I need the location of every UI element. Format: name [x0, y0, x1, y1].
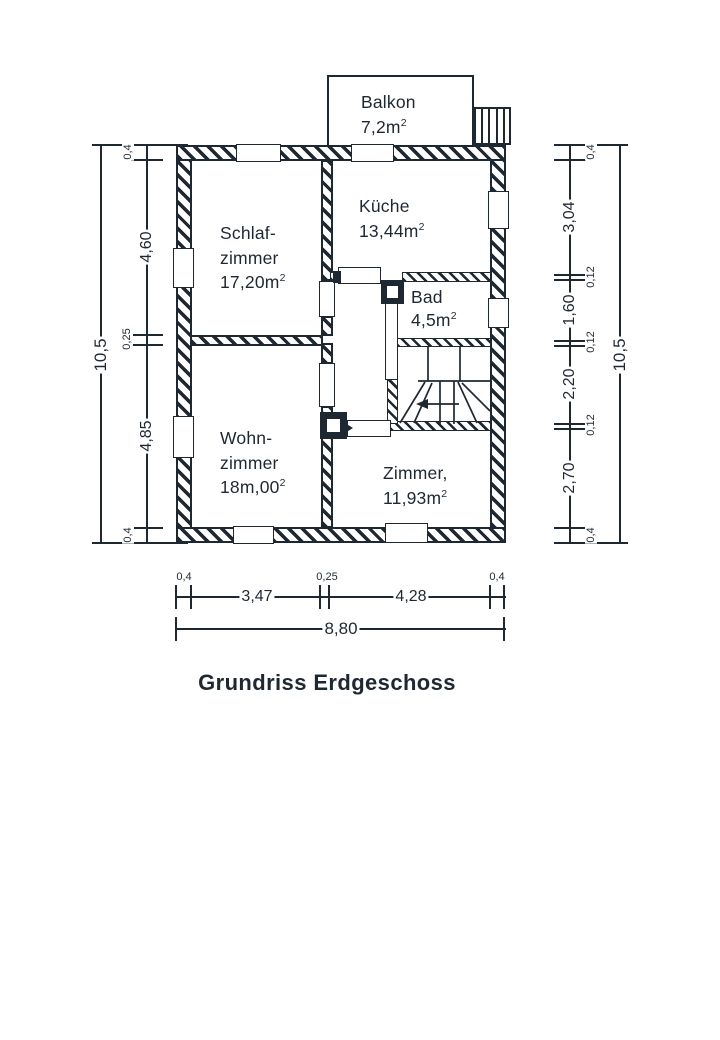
dim-label-left-2: 0,25: [121, 328, 133, 350]
interior-wall-main-mid2: [321, 343, 333, 364]
room-label-wohnzimmer: [220, 426, 286, 500]
window-right-kueche: [488, 191, 509, 229]
dim-tick: [131, 144, 163, 146]
dim-tick: [554, 428, 586, 430]
staircase: [397, 345, 491, 425]
dim-label-right-2: 0,12: [585, 266, 597, 288]
exterior-stair-tread: [496, 109, 498, 144]
exterior-stair-tread: [503, 109, 505, 144]
kueche-bottom-wall: [402, 272, 491, 282]
plan-title: Grundriss Erdgeschoss: [198, 670, 456, 695]
window-bottom-zimmer: [385, 523, 428, 543]
dim-label-bottom-1: 3,47: [241, 588, 273, 605]
interior-wall-main-lower: [321, 437, 333, 528]
bad-name: Bad: [411, 287, 443, 307]
dim-label-left-0: 0,4: [122, 144, 134, 160]
dim-label-bottom-3: 4,28: [395, 588, 427, 605]
zimmer-name: Zimmer,: [383, 463, 448, 483]
dim-tick: [190, 585, 192, 609]
room-label-kueche: [359, 194, 425, 243]
room-label-balkon: [361, 90, 416, 139]
room-label-schlafzimmer: [220, 221, 286, 295]
dim-label-bottom-4: 0,4: [489, 571, 505, 583]
exterior-stair-tread: [488, 109, 490, 144]
divider-wall-schlaf-wohn: [190, 335, 323, 346]
wohnzimmer-line1: Wohn-: [220, 428, 273, 448]
door-wohnzimmer: [319, 363, 335, 407]
window-left-schlafzimmer: [173, 248, 194, 288]
interior-wall-main-upper: [321, 160, 333, 281]
dim-label-right-8: 0,4: [585, 527, 597, 543]
dim-label-bottom-0: 0,4: [176, 571, 192, 583]
dim-label-right-6: 0,12: [585, 414, 597, 436]
window-top-schlafzimmer: [236, 144, 281, 162]
wall-top: [176, 145, 506, 161]
dim-tick: [131, 334, 163, 336]
balcony-door: [351, 144, 394, 162]
dim-label-left-4: 0,4: [122, 527, 134, 543]
stair-arrow-head: [416, 399, 428, 409]
dim-tick: [319, 585, 321, 609]
door-kueche: [338, 267, 381, 284]
dim-label-right-7: 2,70: [561, 462, 578, 494]
wall-bottom: [176, 527, 506, 543]
door-schlafzimmer: [319, 281, 335, 317]
balkon-name: Balkon: [361, 92, 416, 112]
superscript-2: 2: [400, 116, 407, 129]
room-label-bad: [411, 286, 457, 332]
dim-tick: [554, 345, 586, 347]
dim-label-bottom-2: 0,25: [316, 571, 338, 583]
door-zimmer: [347, 420, 391, 437]
dim-label-right-0: 0,4: [585, 144, 597, 160]
interior-wall-main-mid1: [321, 316, 333, 336]
schlafzimmer-area: $17,20m^2$: [220, 272, 286, 292]
door-kueche-jamb: [333, 271, 341, 283]
dim-tick: [131, 527, 163, 529]
dim-tick: [503, 585, 505, 609]
dim-tick: [131, 344, 163, 346]
window-bottom-wohnzimmer: [233, 526, 274, 544]
dim-line-bottom-chain: [176, 596, 506, 598]
chimney-symbol-1: [381, 280, 404, 304]
zimmer-area: $11,93m^2$: [383, 487, 448, 508]
dim-label-left-outer: 10,5: [91, 338, 110, 372]
dim-tick: [554, 423, 586, 425]
superscript-2: 2: [441, 487, 448, 500]
balkon-area: $7,2m^2$: [361, 116, 407, 137]
dim-label-right-1: 3,04: [561, 201, 578, 233]
dim-tick: [554, 274, 586, 276]
kueche-name: Küche: [359, 196, 410, 216]
dim-label-right-4: 0,12: [585, 331, 597, 353]
dim-tick: [131, 542, 163, 544]
schlafzimmer-line2: zimmer: [220, 247, 279, 268]
chimney-symbol-2: [320, 412, 347, 439]
dim-tick: [131, 159, 163, 161]
dim-label-right-5: 2,20: [561, 368, 578, 400]
dim-label-left-3: 4,85: [138, 420, 155, 452]
superscript-2: 2: [279, 272, 286, 285]
schlafzimmer-line1: Schlaf-: [220, 223, 276, 243]
superscript-2: 2: [450, 310, 457, 323]
wohnzimmer-area: $18m,00^2$: [220, 477, 286, 497]
dim-tick: [175, 617, 177, 641]
superscript-2: 2: [279, 477, 286, 490]
hall-stair-wall-upper: [385, 302, 398, 380]
dim-tick: [328, 585, 330, 609]
dim-label-bottom-outer: 8,80: [324, 619, 358, 638]
dim-tick: [503, 617, 505, 641]
window-left-wohnzimmer: [173, 416, 194, 458]
exterior-stair-tread: [481, 109, 483, 144]
dim-tick: [554, 279, 586, 281]
dim-tick: [175, 585, 177, 609]
dim-label-left-1: 4,60: [138, 231, 155, 263]
superscript-2: 2: [418, 220, 425, 233]
bad-area: $4,5m^2$: [411, 310, 457, 330]
room-label-zimmer: [383, 461, 448, 510]
dim-tick: [554, 159, 586, 161]
exterior-stairs: [474, 107, 511, 145]
wohnzimmer-line2: zimmer: [220, 452, 279, 473]
dim-tick: [554, 527, 586, 529]
dim-label-right-outer: 10,5: [610, 338, 629, 372]
kueche-area: $13,44m^2$: [359, 220, 425, 241]
door-zimmer-swing-wedge: [345, 423, 353, 433]
dim-label-right-3: 1,60: [561, 294, 578, 326]
stair-winder: [462, 383, 490, 411]
dim-tick: [554, 340, 586, 342]
window-right-bad: [488, 298, 509, 328]
dim-tick: [489, 585, 491, 609]
